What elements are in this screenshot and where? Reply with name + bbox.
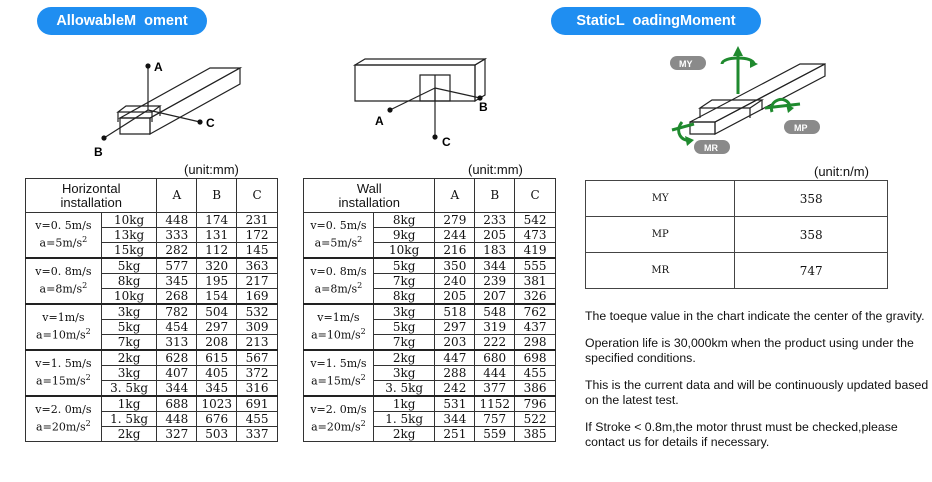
wall-label-c: C: [442, 135, 451, 149]
moment-cell: 1023: [197, 396, 237, 412]
wall-header: [304, 179, 435, 213]
moment-cell: 782: [157, 304, 197, 320]
speed-accel-cell: [304, 258, 374, 304]
static-row-label: MY: [586, 181, 735, 217]
moment-cell: 548: [475, 304, 515, 320]
moment-cell: 531: [435, 396, 475, 412]
moment-cell: 213: [237, 335, 278, 351]
accel-exponent: 2: [85, 373, 91, 383]
accel-exponent: 2: [85, 419, 91, 429]
moment-cell: 239: [475, 274, 515, 289]
moment-cell: 363: [237, 258, 278, 274]
speed-accel-cell: [26, 396, 102, 442]
moment-cell: 350: [435, 258, 475, 274]
load-cell: 3kg: [373, 304, 435, 320]
load-cell: 10kg: [101, 289, 157, 305]
moment-cell: 455: [515, 366, 556, 381]
load-cell: 7kg: [373, 335, 435, 351]
moment-cell: 385: [515, 427, 556, 442]
col-b: B: [475, 179, 515, 213]
table-row: [26, 258, 278, 274]
moment-cell: 208: [197, 335, 237, 351]
speed-accel-cell: [26, 258, 102, 304]
load-cell: 1. 5kg: [373, 412, 435, 427]
accel-label: [304, 233, 373, 251]
moment-cell: 288: [435, 366, 475, 381]
speed-accel-cell: [304, 213, 374, 259]
moment-cell: 222: [475, 335, 515, 351]
speed-label: v=0. 8m/s: [310, 265, 367, 279]
accel-exponent: 2: [357, 281, 363, 291]
moment-cell: 205: [475, 228, 515, 243]
accel-text: a=15m/s: [36, 374, 86, 388]
moment-cell: 407: [157, 366, 197, 381]
speed-label: v=0. 5m/s: [35, 219, 92, 233]
wall-unit-label: (unit:mm): [468, 162, 523, 177]
static-row-my: [586, 181, 888, 217]
moment-cell: 377: [475, 381, 515, 397]
load-cell: 7kg: [373, 274, 435, 289]
static-row-label: MR: [586, 253, 735, 289]
static-label-mp: MP: [794, 123, 808, 133]
moment-cell: 174: [197, 213, 237, 228]
moment-cell: 698: [515, 350, 556, 366]
speed-label: v=1m/s: [42, 311, 85, 325]
moment-cell: 279: [435, 213, 475, 228]
static-row-mp: [586, 217, 888, 253]
load-cell: 3kg: [101, 366, 157, 381]
horizontal-header-line1: Horizontal: [61, 180, 121, 196]
accel-exponent: 2: [357, 235, 363, 245]
accel-text: a=10m/s: [311, 328, 361, 342]
table-row: [26, 213, 278, 228]
accel-exponent: 2: [85, 327, 91, 337]
diagram-label-b: B: [94, 145, 103, 159]
table-row: [304, 258, 556, 274]
load-cell: 8kg: [373, 213, 435, 228]
moment-cell: 444: [475, 366, 515, 381]
accel-exponent: 2: [82, 235, 88, 245]
load-cell: 3kg: [373, 366, 435, 381]
moment-cell: 577: [157, 258, 197, 274]
load-cell: 10kg: [101, 213, 157, 228]
moment-cell: 268: [157, 289, 197, 305]
moment-cell: 297: [435, 320, 475, 335]
moment-cell: 454: [157, 320, 197, 335]
col-b: B: [197, 179, 237, 213]
allowable-moment-header: AllowableM oment: [37, 7, 207, 35]
note-2: Operation life is 30,000km when the product using under the specified conditions.: [585, 336, 914, 365]
diagram-label-c: C: [206, 116, 215, 130]
table-row: [304, 213, 556, 228]
moment-cell: 542: [515, 213, 556, 228]
moment-cell: 437: [515, 320, 556, 335]
moment-cell: 345: [157, 274, 197, 289]
moment-cell: 217: [237, 274, 278, 289]
moment-cell: 691: [237, 396, 278, 412]
moment-cell: 796: [515, 396, 556, 412]
moment-cell: 757: [475, 412, 515, 427]
accel-text: a=15m/s: [311, 374, 361, 388]
note-4: If Stroke < 0.8m,the motor thrust must be checked,please contact us for details if necessary.: [585, 420, 898, 449]
accel-exponent: 2: [360, 419, 366, 429]
load-cell: 5kg: [101, 320, 157, 335]
moment-cell: 555: [515, 258, 556, 274]
accel-text: a=20m/s: [36, 420, 86, 434]
load-cell: 2kg: [101, 427, 157, 442]
moment-cell: 448: [157, 213, 197, 228]
moment-cell: 326: [515, 289, 556, 305]
speed-accel-cell: [26, 304, 102, 350]
moment-cell: 448: [157, 412, 197, 427]
moment-cell: 405: [197, 366, 237, 381]
col-a: A: [435, 179, 475, 213]
speed-label: v=1. 5m/s: [310, 357, 367, 371]
accel-exponent: 2: [82, 281, 88, 291]
moment-cell: 327: [157, 427, 197, 442]
accel-text: a=5m/s: [39, 236, 83, 250]
moment-cell: 112: [197, 243, 237, 259]
wall-installation-diagram: [345, 55, 505, 155]
moment-cell: 316: [237, 381, 278, 397]
note-3: This is the current data and will be continuously updated based on the latest test.: [585, 378, 929, 407]
diagram-label-a: A: [154, 60, 163, 74]
static-moment-diagram: [660, 42, 830, 157]
accel-label: [304, 279, 373, 297]
moment-cell: 518: [435, 304, 475, 320]
speed-label: v=0. 5m/s: [310, 219, 367, 233]
moment-cell: 522: [515, 412, 556, 427]
load-cell: 5kg: [373, 320, 435, 335]
load-cell: 1kg: [101, 396, 157, 412]
moment-cell: 532: [237, 304, 278, 320]
moment-cell: 216: [435, 243, 475, 259]
static-label-mr: MR: [704, 143, 718, 153]
moment-cell: 615: [197, 350, 237, 366]
moment-cell: 154: [197, 289, 237, 305]
moment-cell: 251: [435, 427, 475, 442]
load-cell: 15kg: [101, 243, 157, 259]
moment-cell: 205: [435, 289, 475, 305]
table-row: [26, 396, 278, 412]
load-cell: 13kg: [101, 228, 157, 243]
table-row: [304, 304, 556, 320]
speed-label: v=1. 5m/s: [35, 357, 92, 371]
moment-cell: 231: [237, 213, 278, 228]
horizontal-moment-table: [25, 178, 278, 442]
speed-accel-cell: [304, 350, 374, 396]
load-cell: 1. 5kg: [101, 412, 157, 427]
moment-cell: 242: [435, 381, 475, 397]
accel-text: a=8m/s: [39, 282, 83, 296]
horizontal-header-line2: installation: [60, 194, 122, 210]
col-a: A: [157, 179, 197, 213]
accel-label: [304, 417, 373, 435]
static-moment-table: [585, 180, 888, 289]
static-row-value: 358: [735, 181, 888, 217]
speed-accel-cell: [304, 304, 374, 350]
static-unit-label: (unit:n/m): [814, 164, 869, 179]
moment-cell: 131: [197, 228, 237, 243]
moment-cell: 344: [435, 412, 475, 427]
accel-text: a=20m/s: [311, 420, 361, 434]
note-1: The toeque value in the chart indicate the center of the gravity.: [585, 309, 925, 323]
moment-cell: 183: [475, 243, 515, 259]
moment-cell: 345: [197, 381, 237, 397]
static-row-mr: [586, 253, 888, 289]
notes-block: [585, 309, 930, 462]
accel-label: [26, 233, 101, 251]
moment-cell: 372: [237, 366, 278, 381]
static-row-label: MP: [586, 217, 735, 253]
moment-cell: 203: [435, 335, 475, 351]
moment-cell: 559: [475, 427, 515, 442]
accel-label: [304, 371, 373, 389]
accel-label: [26, 371, 101, 389]
accel-label: [26, 325, 101, 343]
load-cell: 8kg: [373, 289, 435, 305]
load-cell: 5kg: [373, 258, 435, 274]
moment-cell: 567: [237, 350, 278, 366]
moment-cell: 381: [515, 274, 556, 289]
moment-cell: 762: [515, 304, 556, 320]
table-row: [26, 304, 278, 320]
accel-label: [26, 417, 101, 435]
moment-cell: 386: [515, 381, 556, 397]
moment-cell: 688: [157, 396, 197, 412]
load-cell: 8kg: [101, 274, 157, 289]
horizontal-header: [26, 179, 157, 213]
moment-cell: 628: [157, 350, 197, 366]
table-row: [304, 396, 556, 412]
load-cell: 2kg: [373, 427, 435, 442]
col-c: C: [237, 179, 278, 213]
moment-cell: 195: [197, 274, 237, 289]
moment-cell: 447: [435, 350, 475, 366]
wall-label-a: A: [375, 114, 384, 128]
horizontal-table-body: [26, 213, 278, 442]
moment-cell: 344: [475, 258, 515, 274]
speed-label: v=1m/s: [317, 311, 360, 325]
accel-text: a=5m/s: [314, 236, 358, 250]
moment-cell: 676: [197, 412, 237, 427]
wall-moment-table: [303, 178, 556, 442]
moment-cell: 473: [515, 228, 556, 243]
accel-label: [26, 279, 101, 297]
moment-cell: 319: [475, 320, 515, 335]
static-row-value: 747: [735, 253, 888, 289]
speed-accel-cell: [26, 213, 102, 259]
moment-cell: 169: [237, 289, 278, 305]
moment-cell: 244: [435, 228, 475, 243]
moment-cell: 337: [237, 427, 278, 442]
accel-label: [304, 325, 373, 343]
horizontal-unit-label: (unit:mm): [184, 162, 239, 177]
load-cell: 3kg: [101, 304, 157, 320]
wall-header-line1: Wall: [356, 180, 382, 196]
moment-cell: 282: [157, 243, 197, 259]
moment-cell: 455: [237, 412, 278, 427]
load-cell: 7kg: [101, 335, 157, 351]
accel-text: a=10m/s: [36, 328, 86, 342]
load-cell: 9kg: [373, 228, 435, 243]
load-cell: 3. 5kg: [101, 381, 157, 397]
speed-label: v=2. 0m/s: [310, 403, 367, 417]
moment-cell: 680: [475, 350, 515, 366]
moment-cell: 207: [475, 289, 515, 305]
wall-label-b: B: [479, 100, 488, 114]
load-cell: 3. 5kg: [373, 381, 435, 397]
moment-cell: 333: [157, 228, 197, 243]
moment-cell: 419: [515, 243, 556, 259]
moment-cell: 313: [157, 335, 197, 351]
moment-cell: 172: [237, 228, 278, 243]
moment-cell: 503: [197, 427, 237, 442]
moment-cell: 344: [157, 381, 197, 397]
load-cell: 5kg: [101, 258, 157, 274]
wall-table-body: [304, 213, 556, 442]
moment-cell: 504: [197, 304, 237, 320]
moment-cell: 309: [237, 320, 278, 335]
moment-cell: 320: [197, 258, 237, 274]
speed-accel-cell: [26, 350, 102, 396]
accel-text: a=8m/s: [314, 282, 358, 296]
horizontal-installation-diagram: [90, 48, 250, 160]
speed-label: v=0. 8m/s: [35, 265, 92, 279]
wall-header-line2: installation: [338, 194, 400, 210]
moment-cell: 298: [515, 335, 556, 351]
moment-cell: 145: [237, 243, 278, 259]
static-row-value: 358: [735, 217, 888, 253]
static-label-my: MY: [679, 59, 693, 69]
accel-exponent: 2: [360, 327, 366, 337]
load-cell: 10kg: [373, 243, 435, 259]
moment-cell: 297: [197, 320, 237, 335]
moment-cell: 240: [435, 274, 475, 289]
static-loading-moment-header: StaticL oadingMoment: [551, 7, 761, 35]
speed-accel-cell: [304, 396, 374, 442]
moment-cell: 1152: [475, 396, 515, 412]
table-row: [304, 350, 556, 366]
col-c: C: [515, 179, 556, 213]
load-cell: 2kg: [101, 350, 157, 366]
moment-cell: 233: [475, 213, 515, 228]
load-cell: 1kg: [373, 396, 435, 412]
speed-label: v=2. 0m/s: [35, 403, 92, 417]
accel-exponent: 2: [360, 373, 366, 383]
table-row: [26, 350, 278, 366]
load-cell: 2kg: [373, 350, 435, 366]
